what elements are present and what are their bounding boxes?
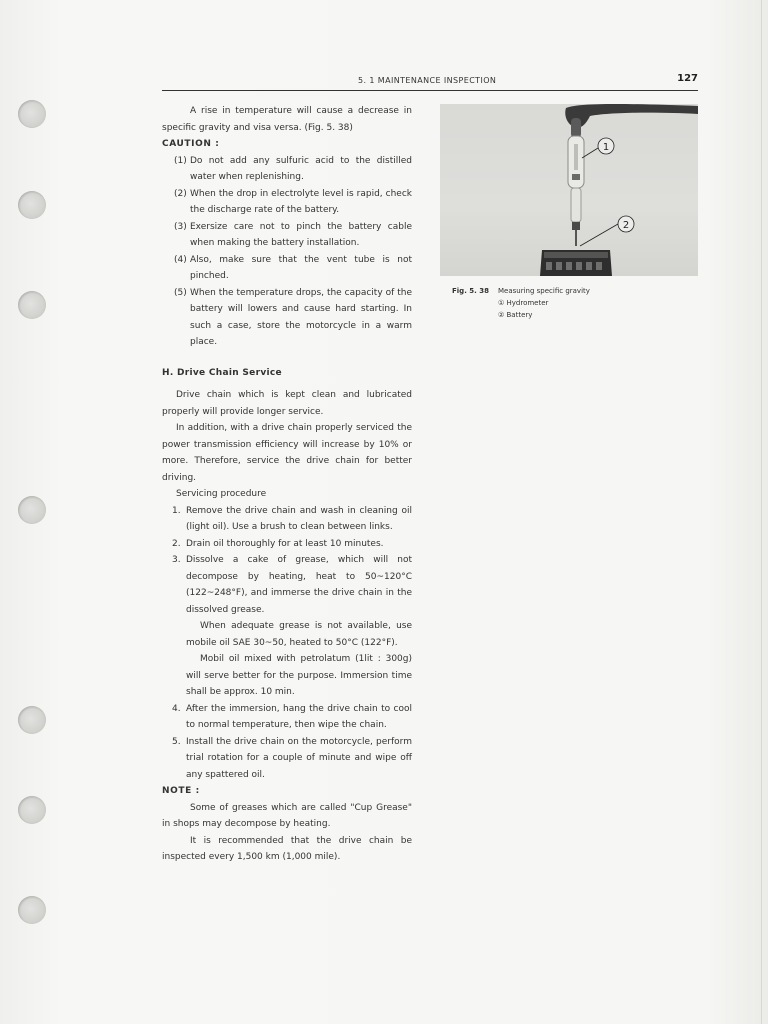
section-title: 5. 1 MAINTENANCE INSPECTION <box>358 76 497 85</box>
step-note: When adequate grease is not available, use mobile oil SAE 30~50, heated to 50°C (122°F). <box>186 621 412 648</box>
figure-caption <box>452 285 642 321</box>
legend-item: ① Hydrometer <box>498 299 549 307</box>
procedure-step: 1. Remove the drive chain and wash in cleaning oil (light oil). Use a brush to clean between links. <box>172 505 412 532</box>
hydrometer-bulb <box>571 118 581 138</box>
figure-label: Fig. 5. 38 <box>452 287 489 295</box>
callout-2-label: 2 <box>622 220 630 231</box>
procedure-steps <box>162 503 412 784</box>
binder-hole <box>18 706 46 734</box>
section-heading: H. Drive Chain Service <box>162 367 282 378</box>
legend-item: ② Battery <box>498 311 533 319</box>
binder-hole <box>18 191 46 219</box>
figure-title: Measuring specific gravity <box>498 287 590 295</box>
text-column <box>162 103 412 866</box>
hand-shape <box>565 104 698 128</box>
caution-item: (4) Also, make sure that the vent tube is not pinched. <box>174 254 412 281</box>
note-paragraph: It is recommended that the drive chain be inspected every 1,500 km (1,000 mile). <box>162 835 412 862</box>
procedure-step: 5. Install the drive chain on the motorcycle, perform trial rotation for a couple of minute and wipe off any spattered oil. <box>172 736 412 780</box>
hydrometer-stem <box>571 188 581 222</box>
intro-paragraph: A rise in temperature will cause a decrease in specific gravity and visa versa. (Fig. 5. 38) <box>162 106 412 133</box>
procedure-step: 3. Dissolve a cake of grease, which will not decompose by heating, heat to 50~120°C (122~248°F), and immerse the drive chain in the dissolved grease. <box>172 555 412 615</box>
caution-list <box>162 153 412 351</box>
procedure-step: 4. After the immersion, hang the drive chain to cool to normal temperature, then wipe the chain. <box>172 703 412 730</box>
note-paragraph: Some of greases which are called "Cup Grease" in shops may decompose by heating. <box>162 802 412 829</box>
note-heading: NOTE : <box>162 786 200 796</box>
paragraph: In addition, with a drive chain properly serviced the power transmission efficiency will increase by 10% or more. Therefore, service the drive chain for better driving. <box>162 423 412 483</box>
procedure-label: Servicing procedure <box>176 489 267 499</box>
binder-hole <box>18 796 46 824</box>
running-header <box>162 73 698 91</box>
binder-hole <box>18 291 46 319</box>
binder-hole <box>18 896 46 924</box>
caution-item: (1) Do not add any sulfuric acid to the distilled water when replenishing. <box>174 155 412 182</box>
binder-hole <box>18 100 46 128</box>
callout-1-label: 1 <box>602 142 610 153</box>
binder-hole <box>18 496 46 524</box>
hydrometer-illustration <box>440 104 698 276</box>
caution-item: (3) Exersize care not to pinch the battery cable when making the battery installation. <box>174 221 412 248</box>
paragraph: Drive chain which is kept clean and lubricated properly will provide longer service. <box>162 390 412 417</box>
page-edge <box>761 0 762 1024</box>
caution-item: (5) When the temperature drops, the capacity of the battery will lowers and cause hard starting. In such a case, store the motorcycle in a warm place. <box>174 287 412 347</box>
step-note: Mobil oil mixed with petrolatum (1lit : 300g) will serve better for the purpose. Immersion time shall be approx. 10 min. <box>186 654 412 697</box>
page-number: 127 <box>677 73 698 84</box>
caution-heading: CAUTION : <box>162 139 220 149</box>
hydrometer-float <box>574 144 578 170</box>
procedure-step: 2. Drain oil thoroughly for at least 10 minutes. <box>172 538 384 549</box>
caution-item: (2) When the drop in electrolyte level is rapid, check the discharge rate of the battery. <box>174 188 412 215</box>
hydrometer-photo <box>440 104 698 276</box>
